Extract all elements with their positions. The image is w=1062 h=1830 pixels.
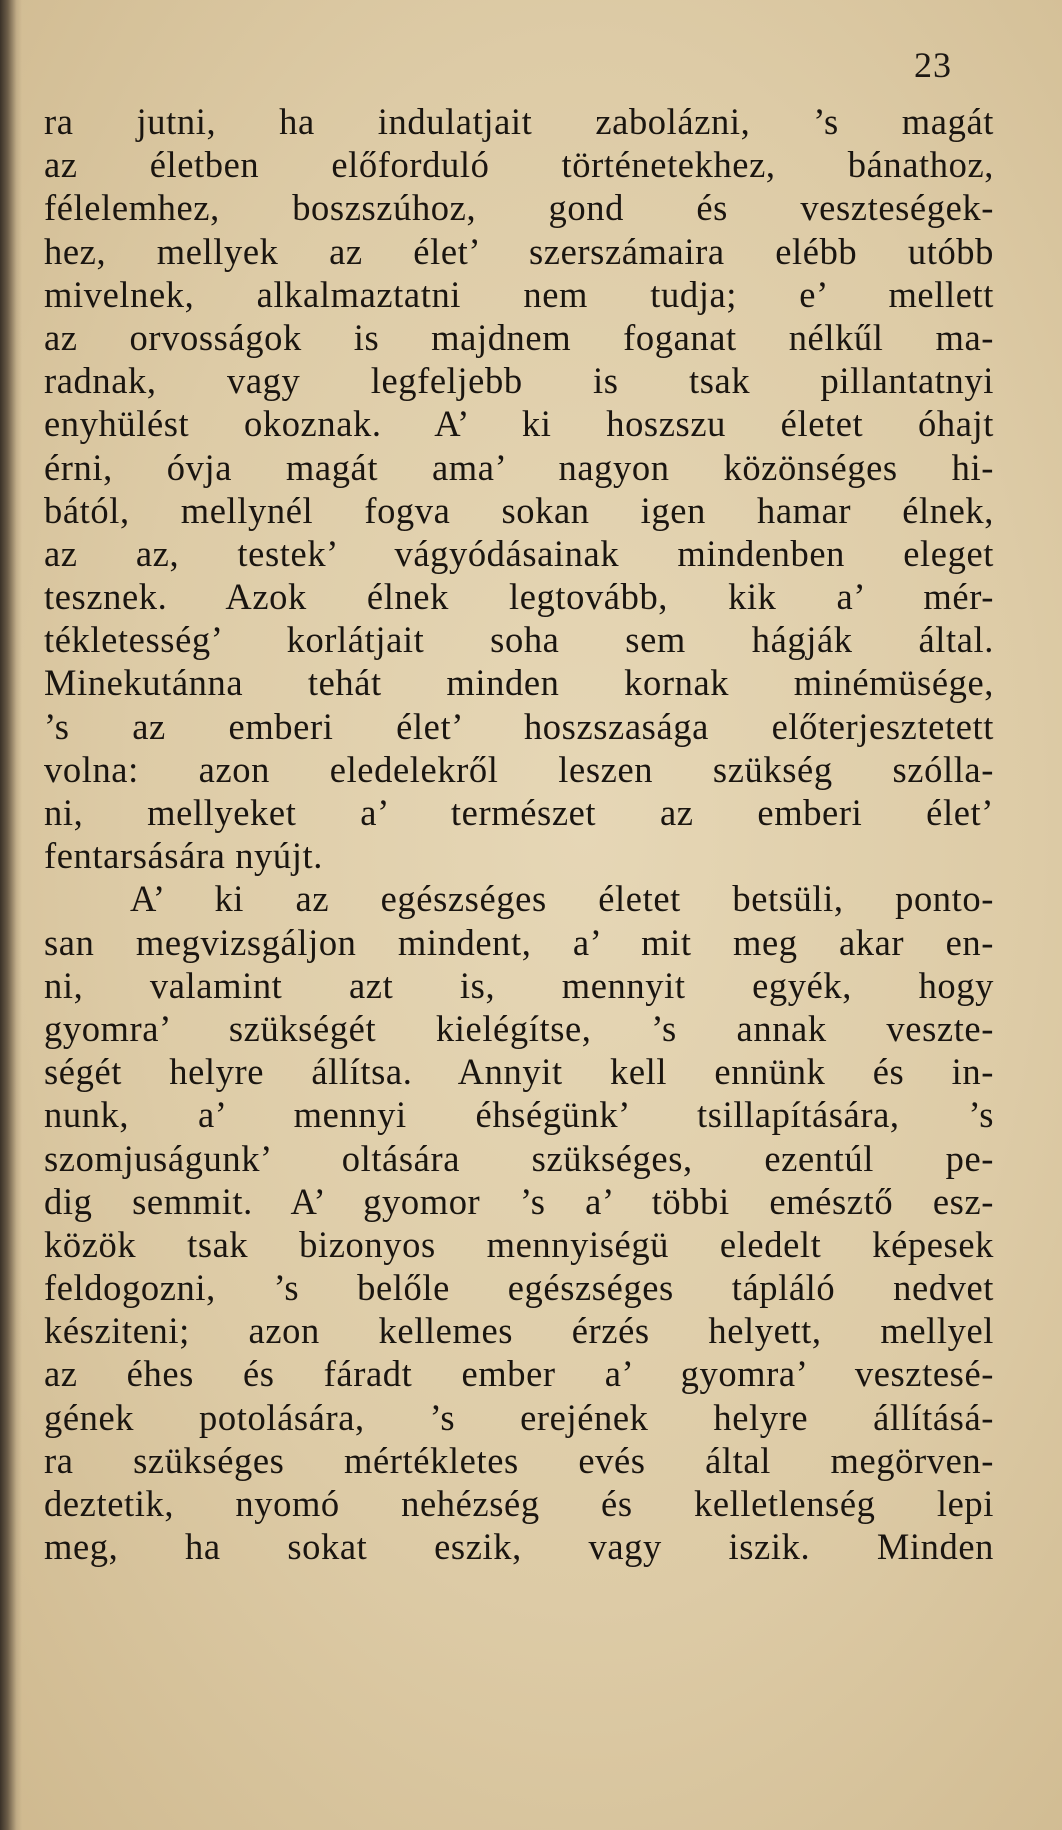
text-line: nunk, a’ mennyi éhségünk’ tsillapítására, ’s xyxy=(44,1094,994,1136)
text-line: érni, óvja magát ama’ nagyon közönséges hi- xyxy=(44,446,994,488)
text-line: gyomra’ szükségét kielégítse, ’s annak veszte- xyxy=(44,1007,994,1049)
text-line: ni, mellyeket a’ természet az emberi élet’ xyxy=(44,792,994,833)
text-line: közök tsak bizonyos mennyiségü eledelt képesek xyxy=(44,1223,994,1265)
text-line: ségét helyre állítsa. Annyit kell ennünk és in- xyxy=(44,1051,994,1093)
text-line: feldogozni, ’s belőle egészséges tápláló nedvet xyxy=(44,1267,994,1309)
text-line: Minekutánna tehát minden kornak minémüsége, xyxy=(44,662,994,704)
text-line: deztetik, nyomó nehézség és kelletlenség lepi xyxy=(44,1483,994,1524)
text-line: félelemhez, boszszúhoz, gond és veszteségek- xyxy=(44,187,994,229)
text-line: ra jutni, ha indulatjait zabolázni, ’s magát xyxy=(44,101,994,142)
text-line: A’ ki az egészséges életet betsüli, ponto- xyxy=(130,878,994,920)
text-line: fentarsására nyújt. xyxy=(44,835,323,877)
text-line: volna: azon eledelekről leszen szükség szólla- xyxy=(44,748,994,790)
text-line: ’s az emberi élet’ hoszszasága előterjesztetett xyxy=(44,705,994,747)
text-line: hez, mellyek az élet’ szerszámaira elébb utóbb xyxy=(44,230,994,272)
page-number: 23 xyxy=(914,45,952,85)
text-line: az az, testek’ vágyódásainak mindenben eleget xyxy=(44,532,994,574)
text-line: az életben előforduló történetekhez, bánathoz, xyxy=(44,144,994,186)
text-line: ni, valamint azt is, mennyit egyék, hogy xyxy=(44,964,994,1006)
text-line: szomjuságunk’ oltására szükséges, ezentúl pe- xyxy=(44,1137,994,1179)
binding-shadow xyxy=(0,0,22,1830)
text-line: az éhes és fáradt ember a’ gyomra’ vesztesé- xyxy=(44,1353,994,1395)
text-line: tesznek. Azok élnek legtovább, kik a’ mér- xyxy=(44,576,994,618)
text-line: radnak, vagy legfeljebb is tsak pillantatnyi xyxy=(44,360,994,402)
text-line: az orvosságok is majdnem foganat nélkűl ma- xyxy=(44,316,994,358)
text-line: késziteni; azon kellemes érzés helyett, mellyel xyxy=(44,1310,994,1352)
text-line: enyhülést okoznak. A’ ki hoszszu életet óhajt xyxy=(44,403,994,445)
text-line: gének potolására, ’s erejének helyre állításá- xyxy=(44,1396,994,1438)
text-line: tékletesség’ korlátjait soha sem hágják által. xyxy=(44,619,994,661)
text-line: dig semmit. A’ gyomor ’s a’ többi emésztő esz- xyxy=(44,1180,994,1222)
body-text xyxy=(44,100,994,1568)
text-line: bától, mellynél fogva sokan igen hamar élnek, xyxy=(44,489,994,531)
text-line: san megvizsgáljon mindent, a’ mit meg akar en- xyxy=(44,921,994,963)
text-line: ra szükséges mértékletes evés által megörven- xyxy=(44,1439,994,1481)
text-line: mivelnek, alkalmaztatni nem tudja; e’ mellett xyxy=(44,273,994,315)
text-line: meg, ha sokat eszik, vagy iszik. Minden xyxy=(44,1526,994,1568)
